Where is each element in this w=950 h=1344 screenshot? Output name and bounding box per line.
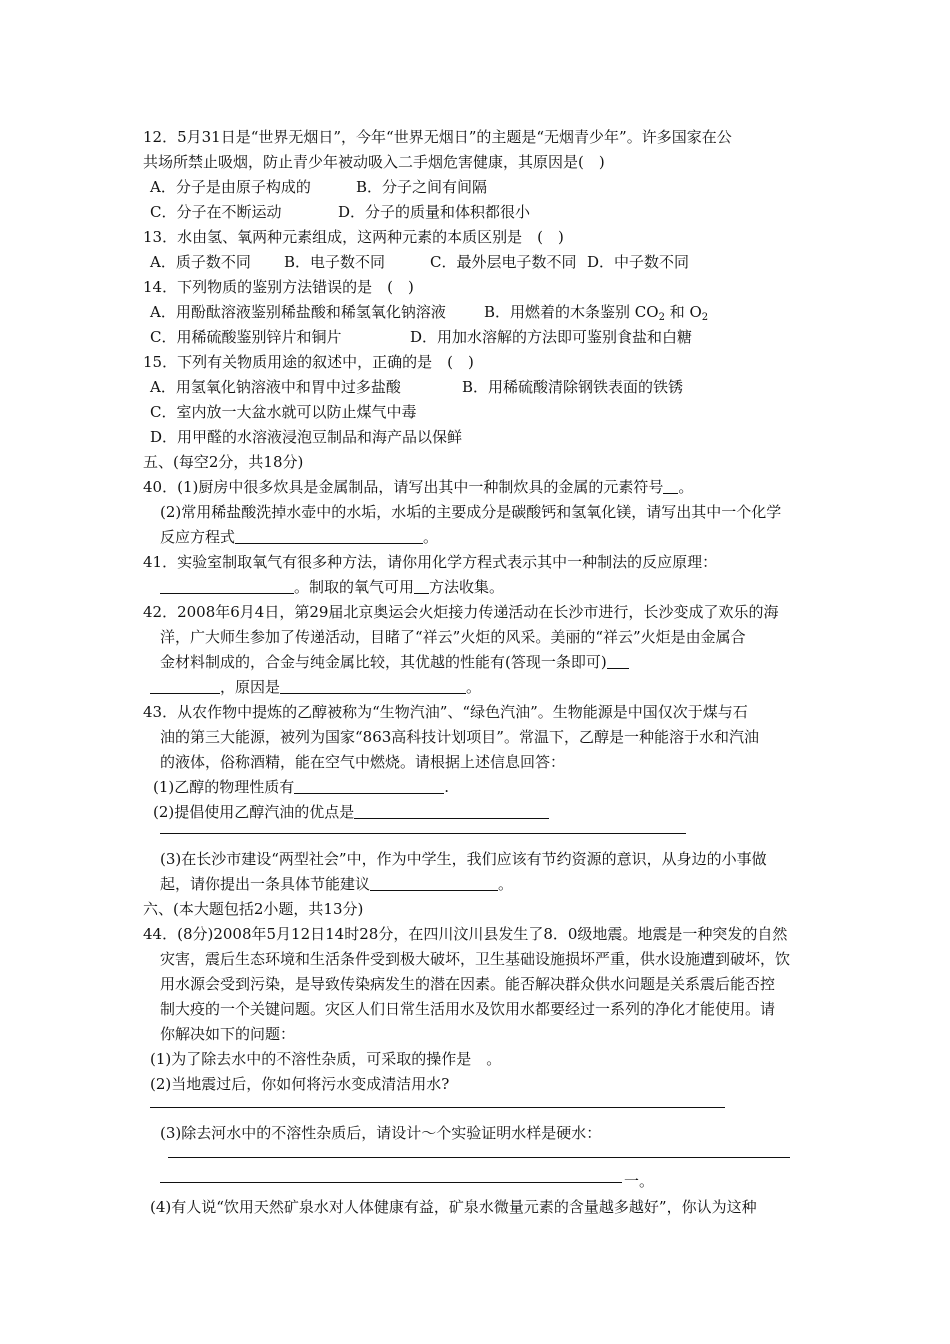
q42-property-blank-start[interactable] (607, 653, 629, 669)
q14-option-b (484, 301, 708, 329)
q40-part1-text: 40．(1)厨房中很多炊具是金属制品，请写出其中一种制炊具的金属的元素符号 (143, 478, 664, 496)
q43-sub2 (153, 801, 549, 823)
q44-sub3: (3)除去河水中的不溶性杂质后，请设计～个实验证明水样是硬水： (160, 1124, 602, 1142)
q12-option-c: C．分子在不断运动 (150, 203, 282, 221)
q44-sub3-end: 一。 (624, 1172, 655, 1190)
q43-line1: 43．从农作物中提炼的乙醇被称为“生物汽油”、“绿色汽油”。生物能源是中国仅次于煤与石 (143, 703, 748, 721)
q44-line5: 你解决如下的问题： (160, 1025, 296, 1043)
q15-option-b: B．用稀硫酸清除钢铁表面的铁锈 (462, 378, 684, 396)
q15-option-d: D．用甲醛的水溶液浸泡豆制品和海产品以保鲜 (150, 428, 463, 446)
q14-stem: 14．下列物质的鉴别方法错误的是 ( ) (143, 278, 414, 296)
q44-sub4: (4)有人说“饮用天然矿泉水对人体健康有益，矿泉水微量元素的含量越多越好”，你认为这种 (150, 1198, 757, 1216)
q43-sub1-end: . (444, 778, 450, 796)
q42-reason-blank[interactable] (280, 678, 466, 694)
q40-equation-end: 。 (423, 528, 439, 546)
q13-option-d: D．中子数不同 (587, 253, 690, 271)
q15-stem: 15．下列有关物质用途的叙述中，正确的是 ( ) (143, 353, 474, 371)
q43-sub1 (153, 776, 449, 798)
q41-method-blank[interactable] (414, 578, 429, 594)
q42-line4 (150, 676, 481, 698)
q43-sub3-text: 起，请你提出一条具体节能建议 (160, 875, 371, 893)
q44-sub1: (1)为了除去水中的不溶性杂质，可采取的操作是 。 (150, 1050, 502, 1068)
q41-end-text: 方法收集。 (429, 578, 505, 596)
q40-part2-cont (160, 526, 438, 548)
q12-option-d: D．分子的质量和体积都很小 (338, 203, 531, 221)
q12-option-b: B．分子之间有间隔 (356, 178, 488, 196)
q43-sub1-text: (1)乙醇的物理性质有 (153, 778, 295, 796)
q40-part1-end: 。 (678, 478, 694, 496)
q13-option-b: B．电子数不同 (284, 253, 386, 271)
q14-option-b-text: B．用燃着的木条鉴别 CO (484, 303, 659, 321)
q40-equation-blank[interactable] (235, 528, 423, 544)
q14-option-a: A．用酚酞溶液鉴别稀盐酸和稀氢氧化钠溶液 (150, 303, 446, 321)
q14-o2-subscript: 2 (701, 312, 709, 323)
q14-option-b-and: 和 O (664, 303, 702, 321)
q43-suggestion-blank[interactable] (370, 875, 498, 891)
q15-option-a: A．用氢氧化钠溶液中和胃中过多盐酸 (150, 378, 401, 396)
q43-sub3-line1: (3)在长沙市建设“两型社会”中，作为中学生，我们应该有节约资源的意识，从身边的小事做 (160, 850, 767, 868)
q42-line3 (160, 651, 629, 673)
q42-line3-text: 金材料制成的，合金与纯金属比较，其优越的性能有(答现一条即可) (160, 653, 607, 671)
q44-sub2: (2)当地震过后，你如何将污水变成清洁用水? (150, 1075, 450, 1093)
q41-answer-line (160, 576, 504, 598)
q43-sub2-text: (2)提倡使用乙醇汽油的优点是 (153, 803, 355, 821)
q40-equation-label: 反应方程式 (160, 528, 236, 546)
q44-line1: 44．(8分)2008年5月12日14时28分，在四川汶川县发生了8．0级地震。地震是一种突发的自然 (143, 925, 788, 943)
q40-element-symbol-blank[interactable] (663, 478, 678, 494)
q44-sub3-answer-rule-1[interactable] (168, 1157, 790, 1158)
q12-option-a: A．分子是由原子构成的 (150, 178, 311, 196)
q44-sub3-answer-rule-2[interactable] (160, 1182, 622, 1183)
q12-stem-line2: 共场所禁止吸烟，防止青少年被动吸入二手烟危害健康，其原因是( ) (143, 153, 605, 171)
q44-line4: 制大疫的一个关键问题。灾区人们日常生活用水及饮用水都要经过一系列的净化才能使用。请 (160, 1000, 776, 1018)
q14-option-c: C．用稀硫酸鉴别锌片和铜片 (150, 328, 342, 346)
q42-property-blank[interactable] (150, 678, 220, 694)
q15-option-c: C．室内放一大盆水就可以防止煤气中毒 (150, 403, 417, 421)
q13-stem: 13．水由氢、氧两种元素组成，这两种元素的本质区别是 ( ) (143, 228, 564, 246)
q44-line2: 灾害，震后生态环境和生活条件受到极大破坏，卫生基础设施损坏严重，供水设施遭到破坏，饮 (160, 950, 791, 968)
section-6-heading: 六、(本大题包括2小题，共13分) (143, 900, 364, 918)
q40-part1 (143, 476, 693, 498)
q41-equation-blank[interactable] (160, 578, 294, 594)
q43-line2: 油的第三大能源，被列为国家“863高科技计划项目”。常温下，乙醇是一种能溶于水和汽油 (160, 728, 759, 746)
q42-reason-label: ，原因是 (220, 678, 281, 696)
q41-stem: 41．实验室制取氧气有很多种方法，请你用化学方程式表示其中一种制法的反应原理： (143, 553, 718, 571)
q12-stem-line1: 12．5月31日是“世界无烟日”，今年“世界无烟日”的主题是“无烟青少年”。许多国家在公 (143, 128, 732, 146)
q14-co2-subscript: 2 (658, 312, 665, 323)
q14-option-d: D．用加水溶解的方法即可鉴别食盐和白糖 (410, 328, 693, 346)
q41-collect-text: 。制取的氧气可用 (294, 578, 415, 596)
q42-line1: 42．2008年6月4日，第29届北京奥运会火炬接力传递活动在长沙市进行，长沙变成了欢乐的海 (143, 603, 779, 621)
q43-answer-rule[interactable] (160, 833, 686, 834)
q43-sub3-line2 (160, 873, 513, 895)
q13-option-c: C．最外层电子数不同 (430, 253, 577, 271)
q44-sub2-answer-rule[interactable] (150, 1107, 725, 1108)
q42-line2: 洋，广大师生参加了传递活动，目睹了“祥云”火炬的风采。美丽的“祥云”火炬是由金属合 (160, 628, 746, 646)
q43-advantage-blank[interactable] (354, 803, 549, 819)
section-5-heading: 五、(每空2分，共18分) (143, 453, 304, 471)
q44-line3: 用水源会受到污染，是导致传染病发生的潜在因素。能否解决群众供水问题是关系震后能否控 (160, 975, 776, 993)
q43-line3: 的液体，俗称酒精，能在空气中燃烧。请根据上述信息回答： (160, 753, 566, 771)
q42-line4-end: 。 (466, 678, 482, 696)
q43-physical-property-blank[interactable] (294, 778, 444, 794)
q43-sub3-end: 。 (498, 875, 514, 893)
q13-option-a: A．质子数不同 (150, 253, 251, 271)
q40-part2: (2)常用稀盐酸洗掉水壶中的水垢，水垢的主要成分是碳酸钙和氢氧化镁，请写出其中一个化学 (160, 503, 782, 521)
